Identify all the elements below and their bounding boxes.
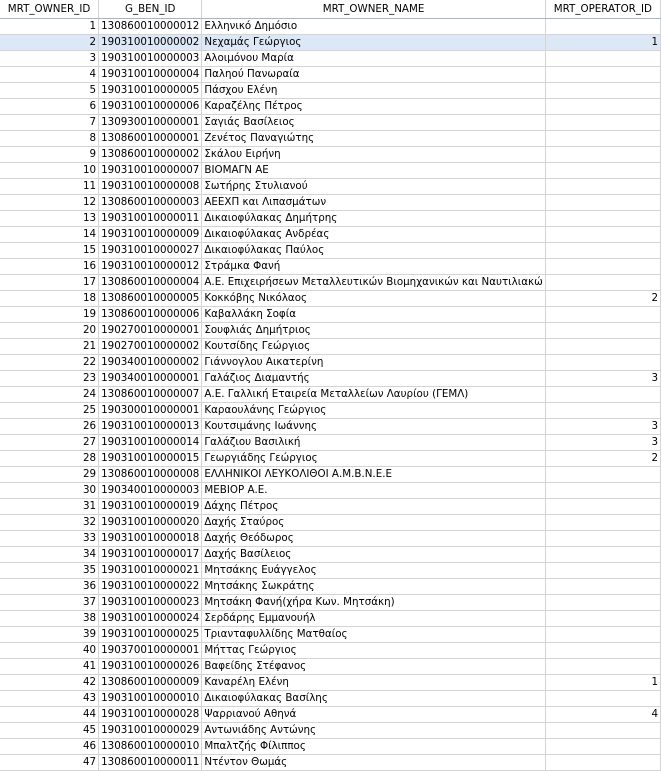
cell-owner-id[interactable]: 17 bbox=[0, 275, 99, 291]
cell-ben-id[interactable]: 190310010000018 bbox=[99, 531, 202, 547]
cell-operator-id[interactable] bbox=[545, 739, 660, 755]
cell-owner-id[interactable]: 12 bbox=[0, 195, 99, 211]
cell-owner-id[interactable]: 9 bbox=[0, 147, 99, 163]
cell-owner-name[interactable]: Δαχής Βασίλειος bbox=[202, 547, 545, 563]
cell-ben-id[interactable]: 190310010000006 bbox=[99, 99, 202, 115]
cell-operator-id[interactable] bbox=[545, 275, 660, 291]
cell-ben-id[interactable]: 130930010000001 bbox=[99, 115, 202, 131]
cell-owner-name[interactable]: Δικαιοφύλακας Παύλος bbox=[202, 243, 545, 259]
cell-owner-name[interactable]: Γαλάζιος Διαμαντής bbox=[202, 371, 545, 387]
cell-owner-id[interactable]: 28 bbox=[0, 451, 99, 467]
cell-owner-name[interactable]: Τριανταφυλλίδης Ματθαίος bbox=[202, 627, 545, 643]
cell-operator-id[interactable] bbox=[545, 19, 660, 35]
column-header-owner-name[interactable]: MRT_OWNER_NAME bbox=[202, 0, 545, 19]
cell-owner-id[interactable]: 4 bbox=[0, 67, 99, 83]
cell-ben-id[interactable]: 190310010000027 bbox=[99, 243, 202, 259]
cell-ben-id[interactable]: 190310010000021 bbox=[99, 563, 202, 579]
cell-ben-id[interactable]: 130860010000002 bbox=[99, 147, 202, 163]
cell-owner-id[interactable]: 11 bbox=[0, 179, 99, 195]
cell-ben-id[interactable]: 130860010000006 bbox=[99, 307, 202, 323]
cell-owner-name[interactable]: Καναρέλη Ελένη bbox=[202, 675, 545, 691]
cell-owner-name[interactable]: Σωτήρης Στυλιανού bbox=[202, 179, 545, 195]
cell-owner-name[interactable]: ΒΙΟΜΑΓΝ ΑΕ bbox=[202, 163, 545, 179]
table-row[interactable] bbox=[0, 563, 661, 579]
cell-owner-name[interactable]: Σερδάρης Εμμανουήλ bbox=[202, 611, 545, 627]
cell-operator-id[interactable] bbox=[545, 163, 660, 179]
table-row[interactable] bbox=[0, 419, 661, 435]
cell-owner-name[interactable]: ΑΕΕΧΠ και Λιπασμάτων bbox=[202, 195, 545, 211]
cell-ben-id[interactable]: 190310010000028 bbox=[99, 707, 202, 723]
cell-ben-id[interactable]: 190300010000001 bbox=[99, 403, 202, 419]
table-row[interactable] bbox=[0, 339, 661, 355]
cell-owner-id[interactable]: 21 bbox=[0, 339, 99, 355]
cell-operator-id[interactable] bbox=[545, 147, 660, 163]
cell-operator-id[interactable] bbox=[545, 307, 660, 323]
cell-ben-id[interactable]: 130860010000010 bbox=[99, 739, 202, 755]
table-row[interactable] bbox=[0, 403, 661, 419]
cell-ben-id[interactable]: 130860010000012 bbox=[99, 19, 202, 35]
cell-operator-id[interactable]: 1 bbox=[545, 35, 660, 51]
cell-operator-id[interactable] bbox=[545, 179, 660, 195]
cell-owner-id[interactable]: 35 bbox=[0, 563, 99, 579]
table-row[interactable] bbox=[0, 227, 661, 243]
cell-owner-id[interactable]: 26 bbox=[0, 419, 99, 435]
cell-ben-id[interactable]: 190310010000026 bbox=[99, 659, 202, 675]
cell-owner-id[interactable]: 40 bbox=[0, 643, 99, 659]
cell-owner-id[interactable]: 41 bbox=[0, 659, 99, 675]
cell-operator-id[interactable] bbox=[545, 563, 660, 579]
cell-ben-id[interactable]: 190310010000012 bbox=[99, 259, 202, 275]
cell-owner-id[interactable]: 39 bbox=[0, 627, 99, 643]
cell-ben-id[interactable]: 190310010000024 bbox=[99, 611, 202, 627]
cell-operator-id[interactable] bbox=[545, 611, 660, 627]
cell-owner-name[interactable]: Μήττας Γεώργιος bbox=[202, 643, 545, 659]
table-row[interactable] bbox=[0, 467, 661, 483]
table-row[interactable] bbox=[0, 163, 661, 179]
cell-owner-id[interactable]: 36 bbox=[0, 579, 99, 595]
cell-operator-id[interactable] bbox=[545, 131, 660, 147]
cell-owner-name[interactable]: Μητσάκης Ευάγγελος bbox=[202, 563, 545, 579]
cell-owner-name[interactable]: Κοκκόβης Νικόλαος bbox=[202, 291, 545, 307]
cell-operator-id[interactable] bbox=[545, 691, 660, 707]
cell-owner-name[interactable]: Μητσάκη Φανή(χήρα Κων. Μητσάκη) bbox=[202, 595, 545, 611]
cell-ben-id[interactable]: 130860010000005 bbox=[99, 291, 202, 307]
table-row[interactable] bbox=[0, 739, 661, 755]
table-row[interactable] bbox=[0, 595, 661, 611]
cell-operator-id[interactable] bbox=[545, 627, 660, 643]
cell-owner-id[interactable]: 20 bbox=[0, 323, 99, 339]
column-header-owner-id[interactable]: MRT_OWNER_ID bbox=[0, 0, 99, 19]
cell-owner-name[interactable]: Γαλάζιου Βασιλική bbox=[202, 435, 545, 451]
table-row[interactable] bbox=[0, 723, 661, 739]
cell-owner-name[interactable]: Βαφείδης Στέφανος bbox=[202, 659, 545, 675]
cell-ben-id[interactable]: 190310010000003 bbox=[99, 51, 202, 67]
table-row[interactable] bbox=[0, 243, 661, 259]
cell-ben-id[interactable]: 130860010000007 bbox=[99, 387, 202, 403]
cell-owner-name[interactable]: Ψαρριανού Αθηνά bbox=[202, 707, 545, 723]
cell-owner-name[interactable]: Δαχής Σταύρος bbox=[202, 515, 545, 531]
cell-owner-name[interactable]: Κουτσιμάνης Ιωάννης bbox=[202, 419, 545, 435]
cell-operator-id[interactable] bbox=[545, 67, 660, 83]
cell-owner-name[interactable]: Δικαιοφύλακας Δημήτρης bbox=[202, 211, 545, 227]
cell-operator-id[interactable] bbox=[545, 243, 660, 259]
table-row[interactable] bbox=[0, 755, 661, 771]
table-row[interactable] bbox=[0, 707, 661, 723]
cell-owner-name[interactable]: Δικαιοφύλακας Ανδρέας bbox=[202, 227, 545, 243]
cell-owner-id[interactable]: 27 bbox=[0, 435, 99, 451]
cell-owner-id[interactable]: 13 bbox=[0, 211, 99, 227]
cell-owner-name[interactable]: Νεχαμάς Γεώργιος bbox=[202, 35, 545, 51]
cell-operator-id[interactable]: 2 bbox=[545, 291, 660, 307]
table-row[interactable] bbox=[0, 179, 661, 195]
cell-owner-id[interactable]: 32 bbox=[0, 515, 99, 531]
cell-ben-id[interactable]: 190270010000002 bbox=[99, 339, 202, 355]
cell-ben-id[interactable]: 190310010000010 bbox=[99, 691, 202, 707]
cell-owner-id[interactable]: 47 bbox=[0, 755, 99, 771]
table-row[interactable] bbox=[0, 691, 661, 707]
cell-operator-id[interactable] bbox=[545, 51, 660, 67]
cell-owner-name[interactable]: Δικαιοφύλακας Βασίλης bbox=[202, 691, 545, 707]
cell-owner-name[interactable]: ΕΛΛΗΝΙΚΟΙ ΛΕΥΚΟΛΙΘΟΙ Α.Μ.Β.Ν.Ε.Ε bbox=[202, 467, 545, 483]
cell-operator-id[interactable] bbox=[545, 499, 660, 515]
cell-operator-id[interactable]: 1 bbox=[545, 675, 660, 691]
cell-operator-id[interactable] bbox=[545, 595, 660, 611]
cell-ben-id[interactable]: 190310010000015 bbox=[99, 451, 202, 467]
table-row[interactable] bbox=[0, 451, 661, 467]
cell-operator-id[interactable] bbox=[545, 467, 660, 483]
cell-owner-name[interactable]: Ντέντον Θωμάς bbox=[202, 755, 545, 771]
table-row[interactable] bbox=[0, 387, 661, 403]
table-row[interactable] bbox=[0, 307, 661, 323]
cell-ben-id[interactable]: 130860010000009 bbox=[99, 675, 202, 691]
cell-operator-id[interactable] bbox=[545, 483, 660, 499]
cell-ben-id[interactable]: 190340010000002 bbox=[99, 355, 202, 371]
table-row[interactable] bbox=[0, 499, 661, 515]
cell-ben-id[interactable]: 190310010000014 bbox=[99, 435, 202, 451]
cell-operator-id[interactable] bbox=[545, 339, 660, 355]
cell-operator-id[interactable] bbox=[545, 723, 660, 739]
cell-ben-id[interactable]: 130860010000011 bbox=[99, 755, 202, 771]
table-body bbox=[0, 19, 661, 771]
table-row[interactable] bbox=[0, 435, 661, 451]
table-row[interactable] bbox=[0, 675, 661, 691]
cell-operator-id[interactable] bbox=[545, 515, 660, 531]
cell-owner-name[interactable]: Καραζέλης Πέτρος bbox=[202, 99, 545, 115]
cell-operator-id[interactable] bbox=[545, 115, 660, 131]
table-row[interactable] bbox=[0, 211, 661, 227]
cell-owner-id[interactable]: 7 bbox=[0, 115, 99, 131]
cell-operator-id[interactable] bbox=[545, 659, 660, 675]
cell-ben-id[interactable]: 190310010000013 bbox=[99, 419, 202, 435]
cell-operator-id[interactable] bbox=[545, 227, 660, 243]
cell-owner-name[interactable]: Γιάννογλου Αικατερίνη bbox=[202, 355, 545, 371]
cell-operator-id[interactable] bbox=[545, 211, 660, 227]
table-row[interactable] bbox=[0, 355, 661, 371]
cell-owner-id[interactable]: 44 bbox=[0, 707, 99, 723]
cell-owner-name[interactable]: Παληού Πανωραία bbox=[202, 67, 545, 83]
cell-ben-id[interactable]: 190310010000017 bbox=[99, 547, 202, 563]
cell-owner-id[interactable]: 29 bbox=[0, 467, 99, 483]
cell-owner-id[interactable]: 31 bbox=[0, 499, 99, 515]
cell-operator-id[interactable] bbox=[545, 643, 660, 659]
table-row[interactable] bbox=[0, 643, 661, 659]
table-row[interactable] bbox=[0, 131, 661, 147]
cell-owner-id[interactable]: 46 bbox=[0, 739, 99, 755]
cell-owner-name[interactable]: ΜΕΒΙΟΡ Α.Ε. bbox=[202, 483, 545, 499]
header-row bbox=[0, 0, 661, 19]
cell-ben-id[interactable]: 130860010000003 bbox=[99, 195, 202, 211]
cell-owner-name[interactable]: Αλοιμόνου Μαρία bbox=[202, 51, 545, 67]
cell-operator-id[interactable] bbox=[545, 547, 660, 563]
table-row[interactable] bbox=[0, 515, 661, 531]
cell-owner-id[interactable]: 23 bbox=[0, 371, 99, 387]
cell-owner-name[interactable]: Καβαλλάκη Σοφία bbox=[202, 307, 545, 323]
cell-owner-name[interactable]: Στράμκα Φανή bbox=[202, 259, 545, 275]
table-row[interactable] bbox=[0, 531, 661, 547]
cell-ben-id[interactable]: 190310010000007 bbox=[99, 163, 202, 179]
cell-owner-name[interactable]: Κουτσίδης Γεώργιος bbox=[202, 339, 545, 355]
cell-ben-id[interactable]: 130860010000004 bbox=[99, 275, 202, 291]
cell-owner-name[interactable]: Μητσάκης Σωκράτης bbox=[202, 579, 545, 595]
cell-owner-id[interactable]: 34 bbox=[0, 547, 99, 563]
cell-operator-id[interactable]: 3 bbox=[545, 419, 660, 435]
column-header-ben-id[interactable]: G_BEN_ID bbox=[99, 0, 202, 19]
cell-ben-id[interactable]: 190310010000029 bbox=[99, 723, 202, 739]
cell-operator-id[interactable] bbox=[545, 755, 660, 771]
table-row[interactable] bbox=[0, 483, 661, 499]
cell-owner-id[interactable]: 33 bbox=[0, 531, 99, 547]
cell-ben-id[interactable]: 190310010000023 bbox=[99, 595, 202, 611]
table-row[interactable] bbox=[0, 99, 661, 115]
cell-owner-name[interactable]: Α.Ε. Επιχειρήσεων Μεταλλευτικών Βιομηχανικών και Ναυτιλιακώ bbox=[202, 275, 545, 291]
cell-operator-id[interactable]: 3 bbox=[545, 435, 660, 451]
cell-ben-id[interactable]: 190310010000009 bbox=[99, 227, 202, 243]
cell-owner-id[interactable]: 8 bbox=[0, 131, 99, 147]
cell-owner-id[interactable]: 24 bbox=[0, 387, 99, 403]
cell-owner-name[interactable]: Ελληνικό Δημόσιο bbox=[202, 19, 545, 35]
cell-owner-id[interactable]: 38 bbox=[0, 611, 99, 627]
cell-operator-id[interactable]: 2 bbox=[545, 451, 660, 467]
cell-owner-name[interactable]: Σουφλιάς Δημήτριος bbox=[202, 323, 545, 339]
cell-operator-id[interactable] bbox=[545, 579, 660, 595]
cell-owner-id[interactable]: 30 bbox=[0, 483, 99, 499]
table-row[interactable] bbox=[0, 35, 661, 51]
cell-ben-id[interactable]: 130860010000001 bbox=[99, 131, 202, 147]
cell-owner-name[interactable]: Δάχης Πέτρος bbox=[202, 499, 545, 515]
cell-owner-name[interactable]: Καραουλάνης Γεώργιος bbox=[202, 403, 545, 419]
table-row[interactable] bbox=[0, 147, 661, 163]
table-row[interactable] bbox=[0, 83, 661, 99]
cell-ben-id[interactable]: 190310010000022 bbox=[99, 579, 202, 595]
column-header-operator-id[interactable]: MRT_OPERATOR_ID bbox=[545, 0, 660, 19]
cell-owner-id[interactable]: 42 bbox=[0, 675, 99, 691]
cell-ben-id[interactable]: 190310010000002 bbox=[99, 35, 202, 51]
cell-owner-id[interactable]: 19 bbox=[0, 307, 99, 323]
cell-operator-id[interactable] bbox=[545, 323, 660, 339]
table-row[interactable] bbox=[0, 323, 661, 339]
cell-ben-id[interactable]: 190310010000008 bbox=[99, 179, 202, 195]
cell-owner-id[interactable]: 6 bbox=[0, 99, 99, 115]
cell-ben-id[interactable]: 190310010000011 bbox=[99, 211, 202, 227]
table-row[interactable] bbox=[0, 51, 661, 67]
cell-owner-id[interactable]: 37 bbox=[0, 595, 99, 611]
cell-ben-id[interactable]: 190340010000003 bbox=[99, 483, 202, 499]
cell-ben-id[interactable]: 190310010000004 bbox=[99, 67, 202, 83]
table-row[interactable] bbox=[0, 115, 661, 131]
cell-ben-id[interactable]: 190270010000001 bbox=[99, 323, 202, 339]
cell-ben-id[interactable]: 190310010000005 bbox=[99, 83, 202, 99]
cell-ben-id[interactable]: 190340010000001 bbox=[99, 371, 202, 387]
cell-owner-name[interactable]: Δαχής Θεόδωρος bbox=[202, 531, 545, 547]
cell-owner-id[interactable]: 16 bbox=[0, 259, 99, 275]
cell-operator-id[interactable]: 3 bbox=[545, 371, 660, 387]
cell-owner-name[interactable]: Α.Ε. Γαλλική Εταιρεία Μεταλλείων Λαυρίου (ΓΕΜΛ) bbox=[202, 387, 545, 403]
table-row[interactable] bbox=[0, 547, 661, 563]
cell-ben-id[interactable]: 130860010000008 bbox=[99, 467, 202, 483]
cell-owner-name[interactable]: Μπαλτζής Φίλιππος bbox=[202, 739, 545, 755]
cell-owner-id[interactable]: 22 bbox=[0, 355, 99, 371]
cell-owner-name[interactable]: Ζενέτος Παναγιώτης bbox=[202, 131, 545, 147]
cell-owner-id[interactable]: 14 bbox=[0, 227, 99, 243]
cell-operator-id[interactable] bbox=[545, 259, 660, 275]
table-row[interactable] bbox=[0, 275, 661, 291]
cell-owner-id[interactable]: 1 bbox=[0, 19, 99, 35]
cell-ben-id[interactable]: 190310010000019 bbox=[99, 499, 202, 515]
cell-operator-id[interactable] bbox=[545, 355, 660, 371]
cell-owner-name[interactable]: Πάσχου Ελένη bbox=[202, 83, 545, 99]
cell-ben-id[interactable]: 190310010000020 bbox=[99, 515, 202, 531]
cell-owner-name[interactable]: Σαγιάς Βασίλειος bbox=[202, 115, 545, 131]
cell-owner-name[interactable]: Σκάλου Ειρήνη bbox=[202, 147, 545, 163]
cell-ben-id[interactable]: 190310010000025 bbox=[99, 627, 202, 643]
cell-owner-id[interactable]: 18 bbox=[0, 291, 99, 307]
cell-operator-id[interactable] bbox=[545, 99, 660, 115]
table-row[interactable] bbox=[0, 611, 661, 627]
cell-owner-id[interactable]: 45 bbox=[0, 723, 99, 739]
table-row[interactable] bbox=[0, 259, 661, 275]
cell-owner-id[interactable]: 15 bbox=[0, 243, 99, 259]
cell-operator-id[interactable] bbox=[545, 387, 660, 403]
table-row[interactable] bbox=[0, 67, 661, 83]
table-row[interactable] bbox=[0, 291, 661, 307]
table-row[interactable] bbox=[0, 371, 661, 387]
table-row[interactable] bbox=[0, 19, 661, 35]
table-row[interactable] bbox=[0, 627, 661, 643]
table-row[interactable] bbox=[0, 659, 661, 675]
table-row[interactable] bbox=[0, 579, 661, 595]
cell-operator-id[interactable] bbox=[545, 83, 660, 99]
cell-owner-name[interactable]: Αντωνιάδης Αντώνης bbox=[202, 723, 545, 739]
cell-owner-id[interactable]: 3 bbox=[0, 51, 99, 67]
table-row[interactable] bbox=[0, 195, 661, 211]
cell-owner-id[interactable]: 10 bbox=[0, 163, 99, 179]
cell-ben-id[interactable]: 190370010000001 bbox=[99, 643, 202, 659]
cell-owner-id[interactable]: 2 bbox=[0, 35, 99, 51]
cell-owner-id[interactable]: 25 bbox=[0, 403, 99, 419]
cell-operator-id[interactable] bbox=[545, 195, 660, 211]
cell-operator-id[interactable] bbox=[545, 531, 660, 547]
cell-operator-id[interactable]: 4 bbox=[545, 707, 660, 723]
cell-operator-id[interactable] bbox=[545, 403, 660, 419]
cell-owner-name[interactable]: Γεωργιάδης Γεώργιος bbox=[202, 451, 545, 467]
cell-owner-id[interactable]: 5 bbox=[0, 83, 99, 99]
cell-owner-id[interactable]: 43 bbox=[0, 691, 99, 707]
